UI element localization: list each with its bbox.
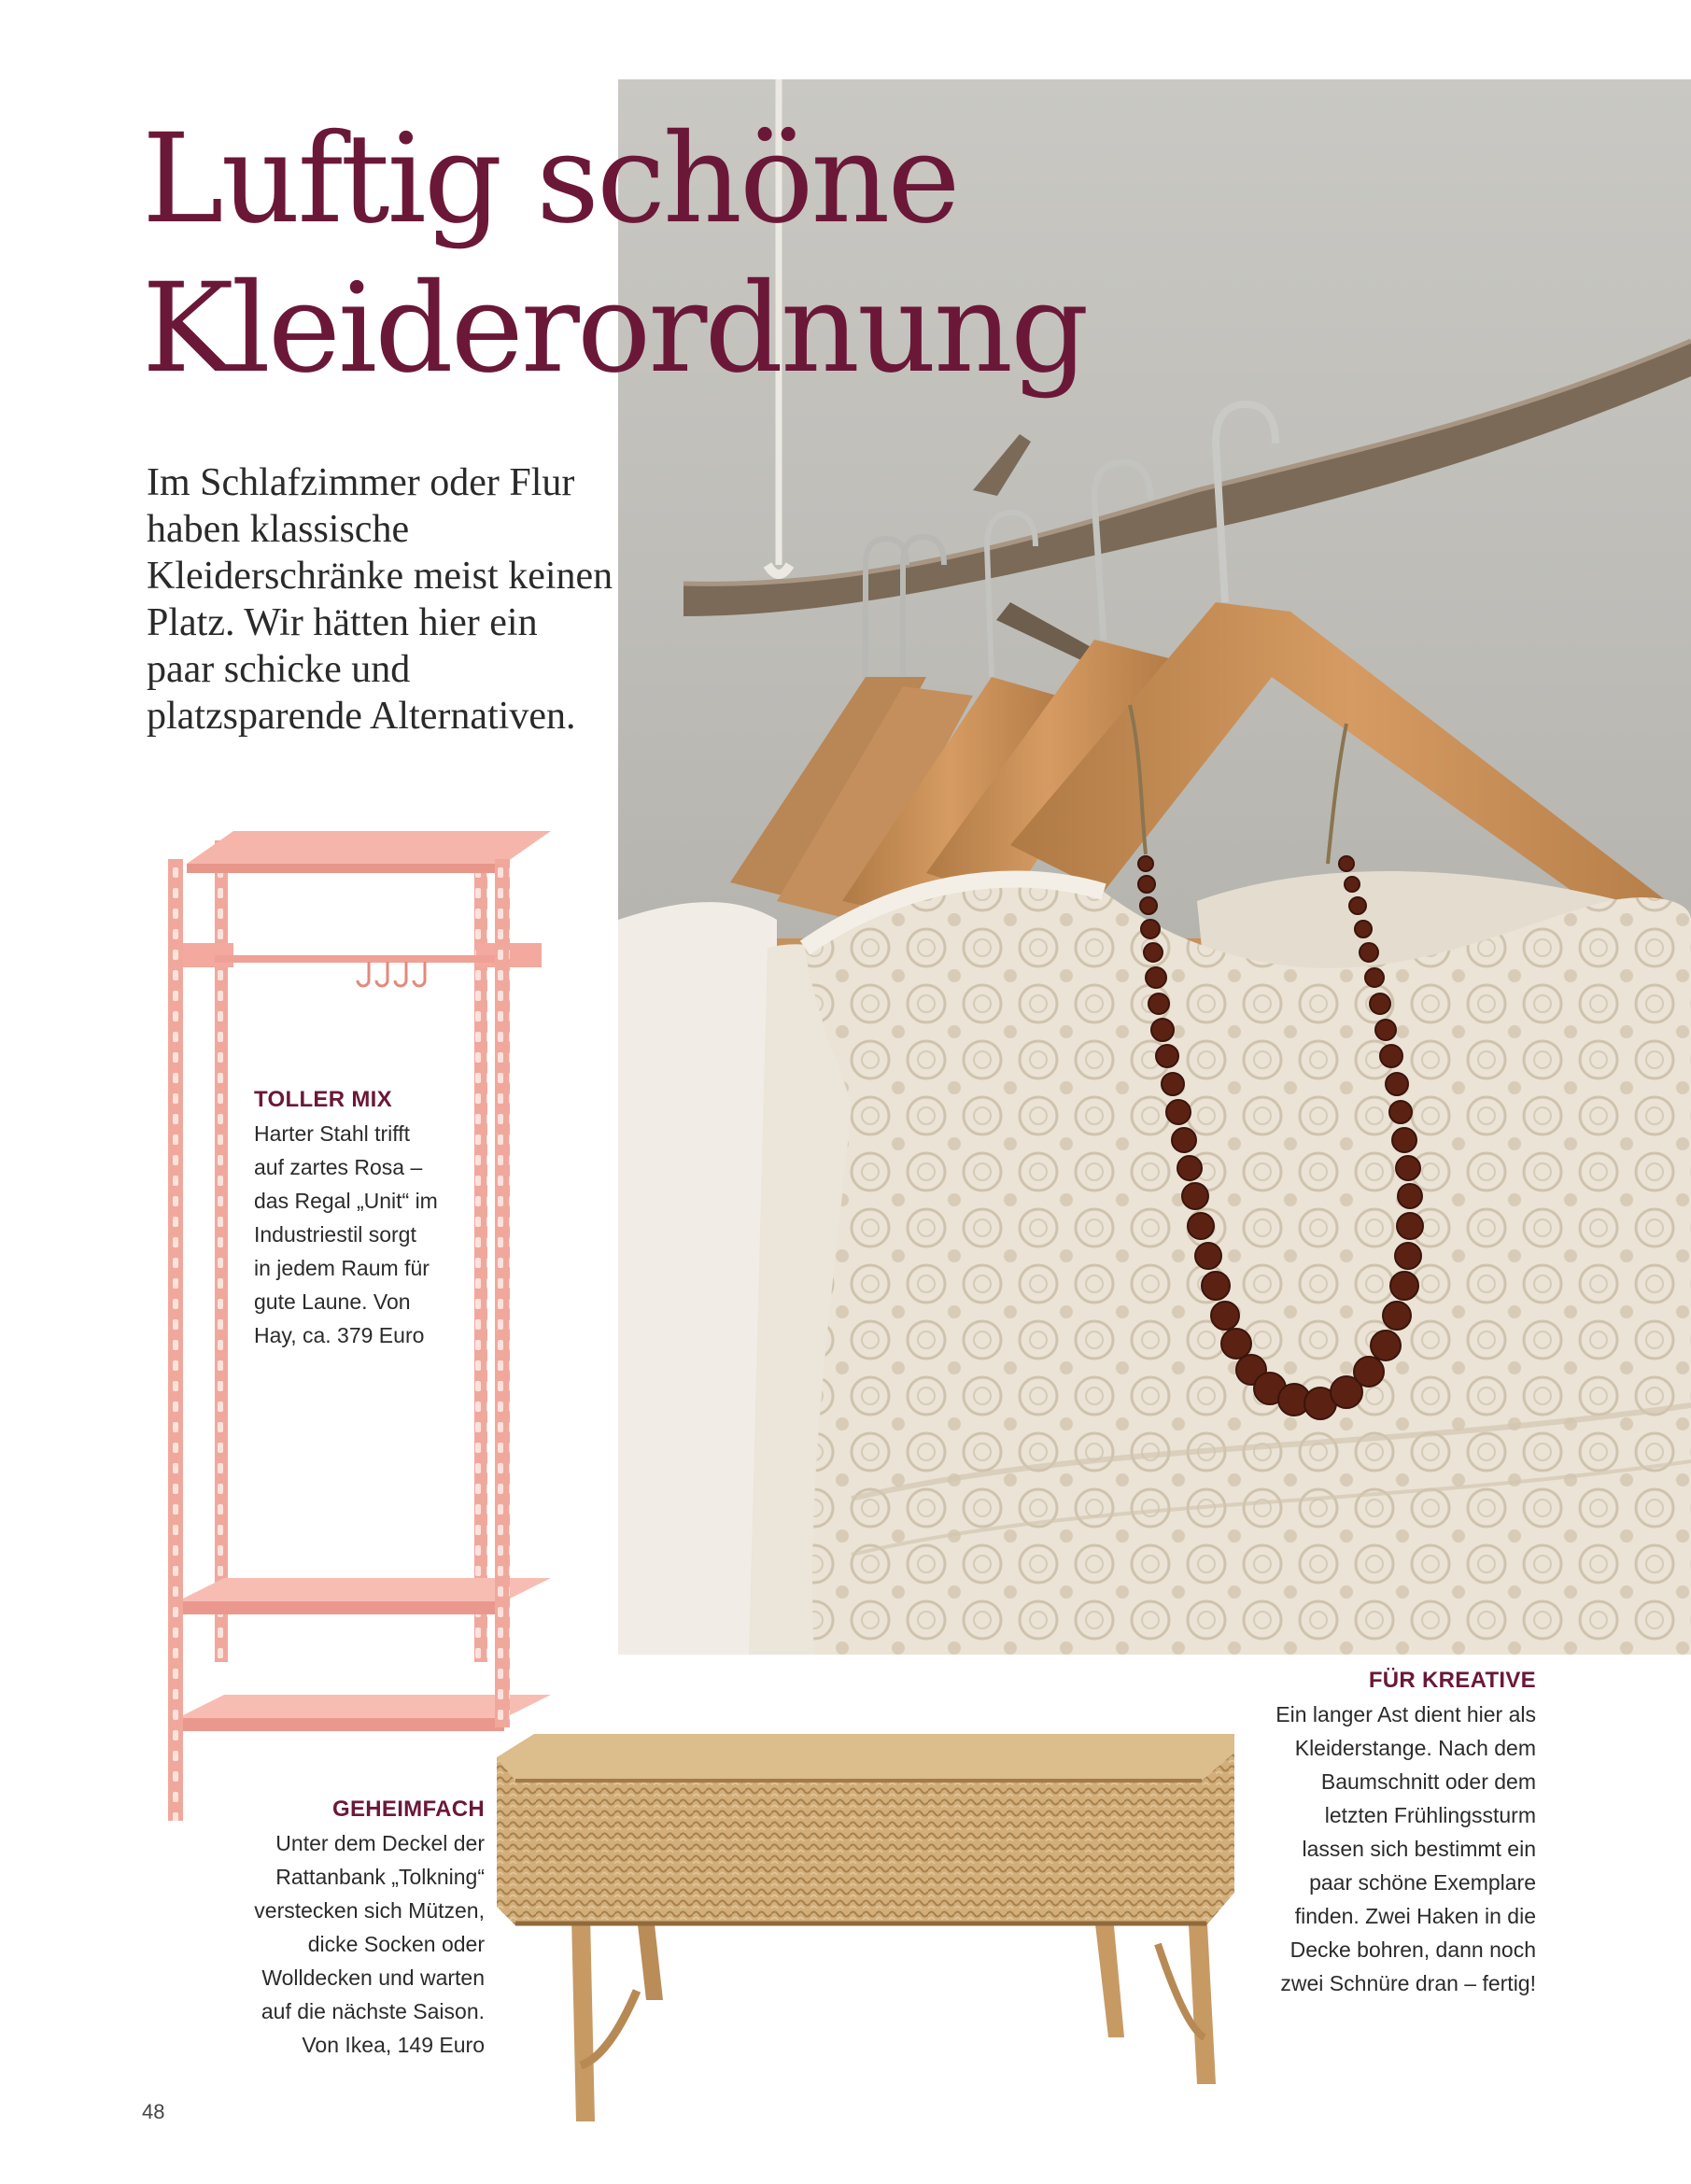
caption-line: auf die nächste Saison. — [261, 1999, 485, 2023]
caption-line: Hay, ca. 379 Euro — [254, 1323, 425, 1347]
caption-line: Industriestil sorgt — [254, 1222, 416, 1247]
caption-line: auf zartes Rosa – — [254, 1155, 423, 1179]
caption-toller-mix — [254, 1083, 438, 1352]
caption-line: Von Ikea, 149 Euro — [302, 2033, 485, 2057]
caption-title: FÜR KREATIVE — [1368, 1668, 1536, 1693]
caption-line: zwei Schnüre dran – fertig! — [1280, 1971, 1536, 1995]
caption-line: Harter Stahl trifft — [254, 1121, 411, 1146]
caption-line: paar schöne Exemplare — [1309, 1870, 1536, 1895]
caption-line: gute Laune. Von — [254, 1289, 411, 1314]
rattan-bench-image — [497, 1729, 1234, 2131]
caption-line: letzten Frühlingssturm — [1324, 1803, 1536, 1827]
caption-line: Rattanbank „Tolkning“ — [275, 1865, 485, 1889]
caption-title: GEHEIMFACH — [331, 1797, 485, 1822]
caption-fuer-kreative — [1275, 1664, 1536, 2000]
caption-line: dicke Socken oder — [307, 1932, 485, 1956]
headline-line-2: Kleiderordnung — [142, 257, 1087, 401]
caption-geheimfach — [254, 1793, 485, 2062]
caption-line: Unter dem Deckel der — [275, 1831, 485, 1855]
caption-title: TOLLER MIX — [254, 1087, 392, 1112]
caption-line: Ein langer Ast dient hier als — [1275, 1702, 1536, 1726]
caption-line: in jedem Raum für — [254, 1256, 430, 1280]
caption-line: verstecken sich Mützen, — [254, 1898, 485, 1923]
caption-line: finden. Zwei Haken in die — [1294, 1904, 1536, 1928]
article-intro: Im Schlafzimmer oder Flur haben klassische Kleiderschränke meist keinen Platz. Wir hätten hier ein paar schicke und platzsparende Alternativen. — [147, 461, 613, 738]
caption-line: Kleiderstange. Nach dem — [1294, 1736, 1536, 1760]
bench-illustration — [497, 1729, 1234, 2131]
caption-line: das Regal „Unit“ im — [254, 1189, 438, 1213]
article-headline — [142, 105, 1087, 403]
caption-line: Decke bohren, dann noch — [1289, 1937, 1536, 1962]
page-number: 48 — [142, 2100, 165, 2123]
headline-line-1: Luftig schöne — [142, 107, 958, 251]
caption-line: lassen sich bestimmt ein — [1302, 1837, 1536, 1861]
caption-line: Wolldecken und warten — [261, 1966, 485, 1990]
caption-line: Baumschnitt oder dem — [1320, 1769, 1536, 1794]
